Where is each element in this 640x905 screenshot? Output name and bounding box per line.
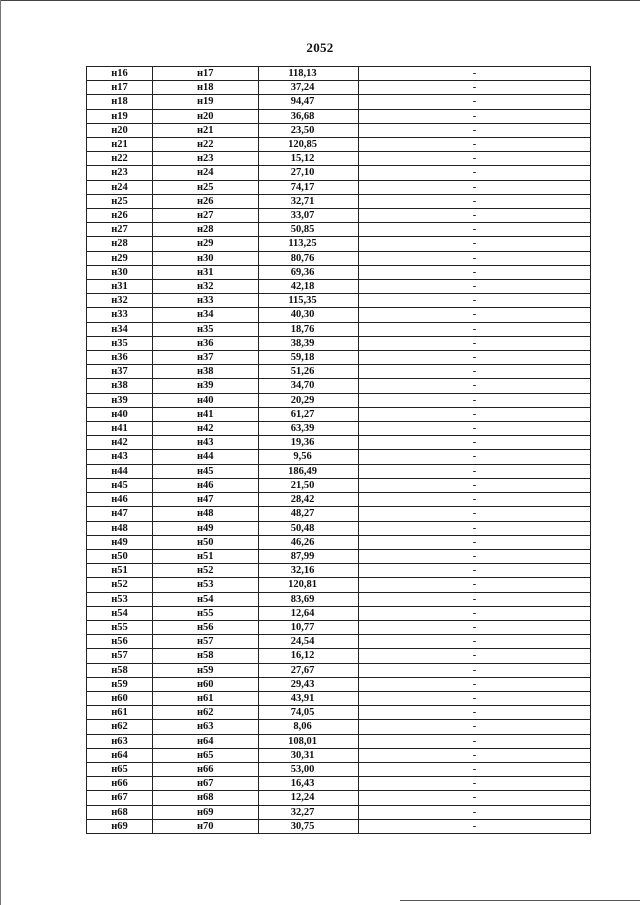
point-to-cell: н37 bbox=[153, 351, 259, 365]
point-from-cell: н57 bbox=[87, 649, 153, 663]
note-cell: - bbox=[359, 237, 591, 251]
point-to-cell: н39 bbox=[153, 379, 259, 393]
point-to-cell: н36 bbox=[153, 336, 259, 350]
note-cell: - bbox=[359, 166, 591, 180]
distance-cell: 28,42 bbox=[259, 493, 359, 507]
point-to-cell: н67 bbox=[153, 777, 259, 791]
point-from-cell: н69 bbox=[87, 819, 153, 833]
point-from-cell: н21 bbox=[87, 138, 153, 152]
note-cell: - bbox=[359, 549, 591, 563]
table-row bbox=[87, 635, 591, 649]
point-to-cell: н45 bbox=[153, 464, 259, 478]
point-to-cell: н50 bbox=[153, 535, 259, 549]
distance-cell: 27,10 bbox=[259, 166, 359, 180]
point-from-cell: н39 bbox=[87, 393, 153, 407]
table-row bbox=[87, 748, 591, 762]
point-from-cell: н41 bbox=[87, 422, 153, 436]
point-from-cell: н52 bbox=[87, 578, 153, 592]
distance-cell: 34,70 bbox=[259, 379, 359, 393]
note-cell: - bbox=[359, 365, 591, 379]
note-cell: - bbox=[359, 81, 591, 95]
point-to-cell: н21 bbox=[153, 123, 259, 137]
point-to-cell: н44 bbox=[153, 450, 259, 464]
table-row bbox=[87, 677, 591, 691]
note-cell: - bbox=[359, 95, 591, 109]
point-to-cell: н28 bbox=[153, 223, 259, 237]
point-to-cell: н60 bbox=[153, 677, 259, 691]
point-to-cell: н51 bbox=[153, 549, 259, 563]
point-from-cell: н29 bbox=[87, 251, 153, 265]
table-row bbox=[87, 351, 591, 365]
table-row bbox=[87, 478, 591, 492]
distance-cell: 10,77 bbox=[259, 620, 359, 634]
point-from-cell: н65 bbox=[87, 762, 153, 776]
point-from-cell: н53 bbox=[87, 592, 153, 606]
point-to-cell: н66 bbox=[153, 762, 259, 776]
point-to-cell: н30 bbox=[153, 251, 259, 265]
point-to-cell: н25 bbox=[153, 180, 259, 194]
note-cell: - bbox=[359, 748, 591, 762]
distance-cell: 108,01 bbox=[259, 734, 359, 748]
point-from-cell: н59 bbox=[87, 677, 153, 691]
distance-cell: 118,13 bbox=[259, 67, 359, 81]
point-from-cell: н68 bbox=[87, 805, 153, 819]
point-from-cell: н54 bbox=[87, 606, 153, 620]
note-cell: - bbox=[359, 663, 591, 677]
table-row bbox=[87, 81, 591, 95]
note-cell: - bbox=[359, 478, 591, 492]
table-row bbox=[87, 521, 591, 535]
note-cell: - bbox=[359, 67, 591, 81]
distance-cell: 80,76 bbox=[259, 251, 359, 265]
point-from-cell: н40 bbox=[87, 407, 153, 421]
distance-cell: 20,29 bbox=[259, 393, 359, 407]
distance-cell: 37,24 bbox=[259, 81, 359, 95]
table-row bbox=[87, 450, 591, 464]
point-from-cell: н18 bbox=[87, 95, 153, 109]
note-cell: - bbox=[359, 507, 591, 521]
point-from-cell: н24 bbox=[87, 180, 153, 194]
distance-cell: 120,81 bbox=[259, 578, 359, 592]
point-to-cell: н32 bbox=[153, 280, 259, 294]
point-from-cell: н26 bbox=[87, 209, 153, 223]
note-cell: - bbox=[359, 180, 591, 194]
point-from-cell: н62 bbox=[87, 720, 153, 734]
distance-cell: 63,39 bbox=[259, 422, 359, 436]
distance-cell: 50,48 bbox=[259, 521, 359, 535]
distance-cell: 83,69 bbox=[259, 592, 359, 606]
note-cell: - bbox=[359, 464, 591, 478]
boundary-table-body bbox=[87, 67, 591, 834]
distance-cell: 69,36 bbox=[259, 265, 359, 279]
point-from-cell: н63 bbox=[87, 734, 153, 748]
point-to-cell: н35 bbox=[153, 322, 259, 336]
table-row bbox=[87, 322, 591, 336]
distance-cell: 87,99 bbox=[259, 549, 359, 563]
distance-cell: 53,00 bbox=[259, 762, 359, 776]
note-cell: - bbox=[359, 138, 591, 152]
distance-cell: 29,43 bbox=[259, 677, 359, 691]
distance-cell: 113,25 bbox=[259, 237, 359, 251]
table-row bbox=[87, 237, 591, 251]
point-to-cell: н69 bbox=[153, 805, 259, 819]
note-cell: - bbox=[359, 351, 591, 365]
table-row bbox=[87, 592, 591, 606]
distance-cell: 8,06 bbox=[259, 720, 359, 734]
note-cell: - bbox=[359, 308, 591, 322]
point-from-cell: н28 bbox=[87, 237, 153, 251]
point-from-cell: н23 bbox=[87, 166, 153, 180]
point-to-cell: н63 bbox=[153, 720, 259, 734]
note-cell: - bbox=[359, 436, 591, 450]
point-from-cell: н44 bbox=[87, 464, 153, 478]
point-from-cell: н55 bbox=[87, 620, 153, 634]
note-cell: - bbox=[359, 521, 591, 535]
distance-cell: 94,47 bbox=[259, 95, 359, 109]
point-from-cell: н67 bbox=[87, 791, 153, 805]
table-row bbox=[87, 819, 591, 833]
table-row bbox=[87, 422, 591, 436]
note-cell: - bbox=[359, 791, 591, 805]
distance-cell: 74,05 bbox=[259, 706, 359, 720]
point-from-cell: н47 bbox=[87, 507, 153, 521]
point-to-cell: н17 bbox=[153, 67, 259, 81]
point-from-cell: н61 bbox=[87, 706, 153, 720]
point-to-cell: н55 bbox=[153, 606, 259, 620]
distance-cell: 32,71 bbox=[259, 194, 359, 208]
table-row bbox=[87, 549, 591, 563]
point-from-cell: н32 bbox=[87, 294, 153, 308]
note-cell: - bbox=[359, 578, 591, 592]
distance-cell: 186,49 bbox=[259, 464, 359, 478]
point-from-cell: н38 bbox=[87, 379, 153, 393]
point-to-cell: н23 bbox=[153, 152, 259, 166]
table-row bbox=[87, 308, 591, 322]
point-from-cell: н36 bbox=[87, 351, 153, 365]
point-from-cell: н56 bbox=[87, 635, 153, 649]
point-from-cell: н58 bbox=[87, 663, 153, 677]
distance-cell: 46,26 bbox=[259, 535, 359, 549]
table-row bbox=[87, 493, 591, 507]
note-cell: - bbox=[359, 564, 591, 578]
note-cell: - bbox=[359, 393, 591, 407]
distance-cell: 74,17 bbox=[259, 180, 359, 194]
point-from-cell: н64 bbox=[87, 748, 153, 762]
distance-cell: 18,76 bbox=[259, 322, 359, 336]
table-row bbox=[87, 194, 591, 208]
table-row bbox=[87, 436, 591, 450]
note-cell: - bbox=[359, 379, 591, 393]
point-to-cell: н48 bbox=[153, 507, 259, 521]
note-cell: - bbox=[359, 223, 591, 237]
table-row bbox=[87, 166, 591, 180]
table-row bbox=[87, 578, 591, 592]
distance-cell: 38,39 bbox=[259, 336, 359, 350]
point-to-cell: н27 bbox=[153, 209, 259, 223]
point-to-cell: н34 bbox=[153, 308, 259, 322]
distance-cell: 115,35 bbox=[259, 294, 359, 308]
point-to-cell: н19 bbox=[153, 95, 259, 109]
point-to-cell: н31 bbox=[153, 265, 259, 279]
table-row bbox=[87, 535, 591, 549]
note-cell: - bbox=[359, 294, 591, 308]
point-to-cell: н49 bbox=[153, 521, 259, 535]
scan-edge-bottom bbox=[400, 900, 640, 901]
point-from-cell: н30 bbox=[87, 265, 153, 279]
note-cell: - bbox=[359, 720, 591, 734]
note-cell: - bbox=[359, 762, 591, 776]
distance-cell: 32,27 bbox=[259, 805, 359, 819]
point-to-cell: н70 bbox=[153, 819, 259, 833]
point-to-cell: н41 bbox=[153, 407, 259, 421]
point-from-cell: н31 bbox=[87, 280, 153, 294]
note-cell: - bbox=[359, 109, 591, 123]
table-row bbox=[87, 720, 591, 734]
point-from-cell: н49 bbox=[87, 535, 153, 549]
point-from-cell: н35 bbox=[87, 336, 153, 350]
table-row bbox=[87, 138, 591, 152]
note-cell: - bbox=[359, 265, 591, 279]
table-row bbox=[87, 379, 591, 393]
distance-cell: 32,16 bbox=[259, 564, 359, 578]
distance-cell: 33,07 bbox=[259, 209, 359, 223]
point-from-cell: н46 bbox=[87, 493, 153, 507]
scan-edge-top bbox=[0, 0, 640, 4]
point-to-cell: н43 bbox=[153, 436, 259, 450]
distance-cell: 43,91 bbox=[259, 691, 359, 705]
note-cell: - bbox=[359, 535, 591, 549]
note-cell: - bbox=[359, 805, 591, 819]
table-row bbox=[87, 734, 591, 748]
point-to-cell: н33 bbox=[153, 294, 259, 308]
point-to-cell: н68 bbox=[153, 791, 259, 805]
table-row bbox=[87, 336, 591, 350]
distance-cell: 23,50 bbox=[259, 123, 359, 137]
table-row bbox=[87, 606, 591, 620]
table-row bbox=[87, 152, 591, 166]
table-row bbox=[87, 649, 591, 663]
distance-cell: 61,27 bbox=[259, 407, 359, 421]
distance-cell: 40,30 bbox=[259, 308, 359, 322]
distance-cell: 42,18 bbox=[259, 280, 359, 294]
note-cell: - bbox=[359, 194, 591, 208]
distance-cell: 50,85 bbox=[259, 223, 359, 237]
distance-cell: 59,18 bbox=[259, 351, 359, 365]
note-cell: - bbox=[359, 123, 591, 137]
table-row bbox=[87, 223, 591, 237]
point-to-cell: н64 bbox=[153, 734, 259, 748]
point-to-cell: н52 bbox=[153, 564, 259, 578]
note-cell: - bbox=[359, 450, 591, 464]
note-cell: - bbox=[359, 691, 591, 705]
point-to-cell: н46 bbox=[153, 478, 259, 492]
point-to-cell: н42 bbox=[153, 422, 259, 436]
point-from-cell: н25 bbox=[87, 194, 153, 208]
point-from-cell: н37 bbox=[87, 365, 153, 379]
distance-cell: 48,27 bbox=[259, 507, 359, 521]
point-to-cell: н62 bbox=[153, 706, 259, 720]
point-to-cell: н56 bbox=[153, 620, 259, 634]
point-from-cell: н50 bbox=[87, 549, 153, 563]
point-to-cell: н22 bbox=[153, 138, 259, 152]
table-row bbox=[87, 209, 591, 223]
table-row bbox=[87, 280, 591, 294]
note-cell: - bbox=[359, 677, 591, 691]
point-from-cell: н42 bbox=[87, 436, 153, 450]
point-to-cell: н53 bbox=[153, 578, 259, 592]
table-row bbox=[87, 123, 591, 137]
table-row bbox=[87, 265, 591, 279]
point-to-cell: н26 bbox=[153, 194, 259, 208]
note-cell: - bbox=[359, 649, 591, 663]
note-cell: - bbox=[359, 493, 591, 507]
table-row bbox=[87, 407, 591, 421]
point-to-cell: н61 bbox=[153, 691, 259, 705]
table-row bbox=[87, 251, 591, 265]
note-cell: - bbox=[359, 422, 591, 436]
scan-edge-left bbox=[0, 0, 1, 905]
table-row bbox=[87, 393, 591, 407]
point-from-cell: н33 bbox=[87, 308, 153, 322]
note-cell: - bbox=[359, 407, 591, 421]
table-row bbox=[87, 464, 591, 478]
table-row bbox=[87, 777, 591, 791]
note-cell: - bbox=[359, 209, 591, 223]
point-to-cell: н20 bbox=[153, 109, 259, 123]
table-row bbox=[87, 180, 591, 194]
point-to-cell: н57 bbox=[153, 635, 259, 649]
point-from-cell: н66 bbox=[87, 777, 153, 791]
point-to-cell: н24 bbox=[153, 166, 259, 180]
distance-cell: 16,12 bbox=[259, 649, 359, 663]
note-cell: - bbox=[359, 322, 591, 336]
note-cell: - bbox=[359, 706, 591, 720]
table-row bbox=[87, 706, 591, 720]
point-from-cell: н34 bbox=[87, 322, 153, 336]
note-cell: - bbox=[359, 777, 591, 791]
note-cell: - bbox=[359, 635, 591, 649]
point-from-cell: н45 bbox=[87, 478, 153, 492]
note-cell: - bbox=[359, 152, 591, 166]
point-to-cell: н29 bbox=[153, 237, 259, 251]
table-row bbox=[87, 109, 591, 123]
boundary-table bbox=[86, 66, 591, 834]
point-from-cell: н27 bbox=[87, 223, 153, 237]
table-row bbox=[87, 791, 591, 805]
distance-cell: 9,56 bbox=[259, 450, 359, 464]
point-to-cell: н38 bbox=[153, 365, 259, 379]
note-cell: - bbox=[359, 251, 591, 265]
distance-cell: 15,12 bbox=[259, 152, 359, 166]
distance-cell: 30,75 bbox=[259, 819, 359, 833]
point-to-cell: н59 bbox=[153, 663, 259, 677]
note-cell: - bbox=[359, 336, 591, 350]
point-from-cell: н51 bbox=[87, 564, 153, 578]
table-row bbox=[87, 564, 591, 578]
point-from-cell: н22 bbox=[87, 152, 153, 166]
point-to-cell: н47 bbox=[153, 493, 259, 507]
table-row bbox=[87, 507, 591, 521]
distance-cell: 51,26 bbox=[259, 365, 359, 379]
table-row bbox=[87, 365, 591, 379]
point-from-cell: н20 bbox=[87, 123, 153, 137]
table-row bbox=[87, 691, 591, 705]
distance-cell: 27,67 bbox=[259, 663, 359, 677]
table-row bbox=[87, 762, 591, 776]
distance-cell: 24,54 bbox=[259, 635, 359, 649]
point-from-cell: н17 bbox=[87, 81, 153, 95]
distance-cell: 19,36 bbox=[259, 436, 359, 450]
note-cell: - bbox=[359, 620, 591, 634]
point-to-cell: н65 bbox=[153, 748, 259, 762]
point-to-cell: н58 bbox=[153, 649, 259, 663]
note-cell: - bbox=[359, 819, 591, 833]
distance-cell: 120,85 bbox=[259, 138, 359, 152]
point-from-cell: н43 bbox=[87, 450, 153, 464]
distance-cell: 12,24 bbox=[259, 791, 359, 805]
point-from-cell: н16 bbox=[87, 67, 153, 81]
point-from-cell: н48 bbox=[87, 521, 153, 535]
table-row bbox=[87, 67, 591, 81]
table-row bbox=[87, 805, 591, 819]
distance-cell: 30,31 bbox=[259, 748, 359, 762]
table-row bbox=[87, 620, 591, 634]
note-cell: - bbox=[359, 606, 591, 620]
page-number: 2052 bbox=[306, 40, 334, 55]
note-cell: - bbox=[359, 592, 591, 606]
distance-cell: 21,50 bbox=[259, 478, 359, 492]
table-row bbox=[87, 95, 591, 109]
distance-cell: 16,43 bbox=[259, 777, 359, 791]
distance-cell: 12,64 bbox=[259, 606, 359, 620]
point-from-cell: н60 bbox=[87, 691, 153, 705]
table-row bbox=[87, 294, 591, 308]
point-to-cell: н40 bbox=[153, 393, 259, 407]
distance-cell: 36,68 bbox=[259, 109, 359, 123]
table-row bbox=[87, 663, 591, 677]
point-to-cell: н54 bbox=[153, 592, 259, 606]
point-from-cell: н19 bbox=[87, 109, 153, 123]
point-to-cell: н18 bbox=[153, 81, 259, 95]
note-cell: - bbox=[359, 734, 591, 748]
note-cell: - bbox=[359, 280, 591, 294]
